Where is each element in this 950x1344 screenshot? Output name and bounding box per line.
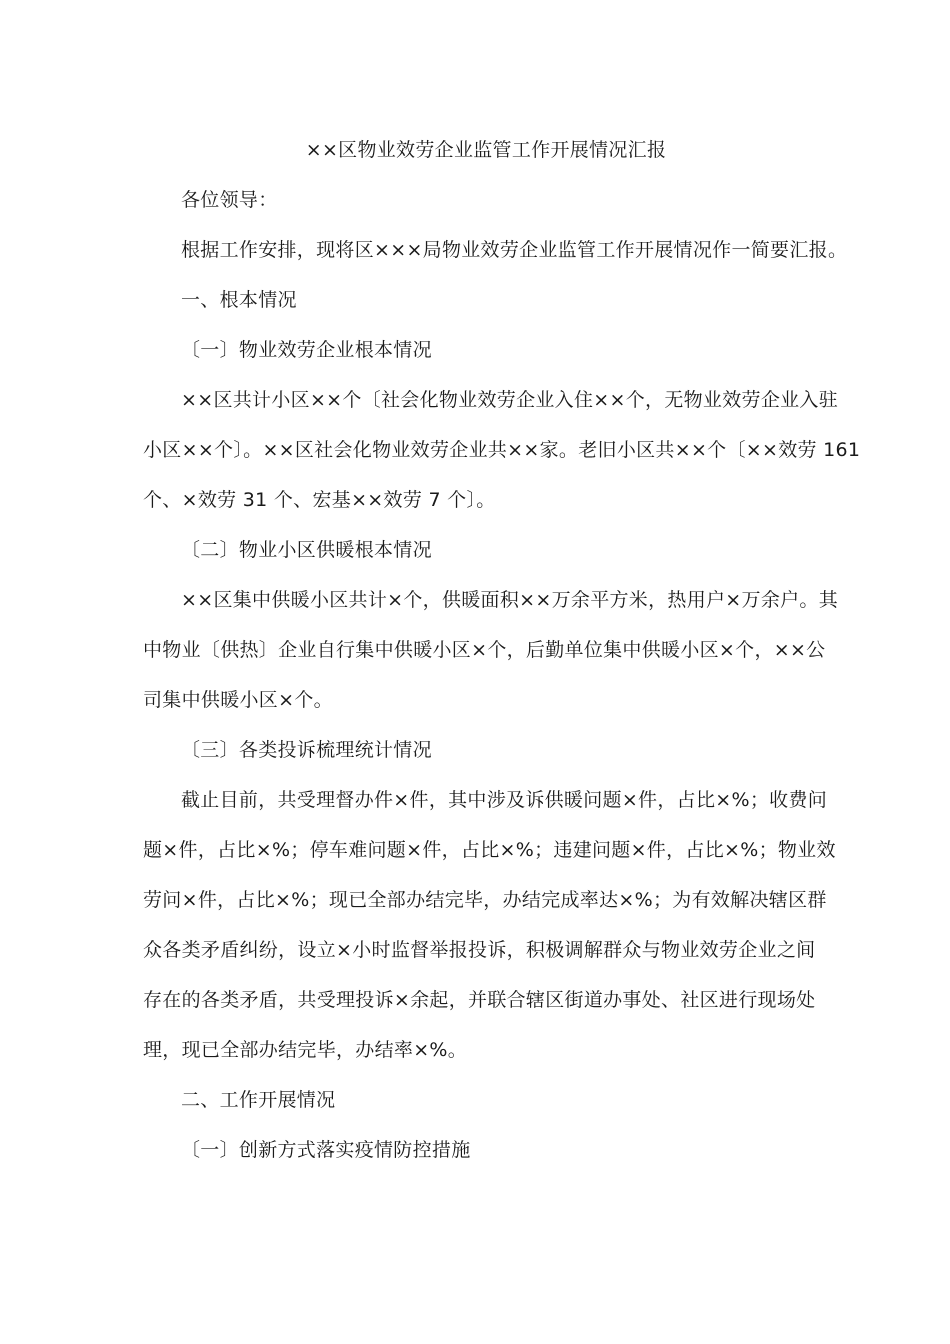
subsection-heading: 〔二〕物业小区供暖根本情况 [181,539,432,561]
subsection-heading: 〔一〕物业效劳企业根本情况 [181,339,432,361]
salutation: 各位领导： [181,189,278,211]
paragraph-line: 小区××个〕。××区社会化物业效劳企业共××家。老旧小区共××个〔××效劳 161 [143,439,861,461]
paragraph-line: 众各类矛盾纠纷，设立×小时监督举报投诉，积极调解群众与物业效劳企业之间 [143,939,816,961]
document-body [143,130,861,1180]
document-title: ××区物业效劳企业监管工作开展情况汇报 [305,139,667,161]
paragraph-line: 存在的各类矛盾，共受理投诉×余起，并联合辖区街道办事处、社区进行现场处 [143,989,816,1011]
section-heading: 一、根本情况 [181,289,297,311]
paragraph-line: 题×件，占比×%；停车难问题×件，占比×%；违建问题×件，占比×%；物业效 [143,839,836,861]
paragraph-line: 截止目前，共受理督办件×件，其中涉及诉供暖问题×件，占比×%；收费问 [181,789,828,811]
paragraph-line: ××区共计小区××个〔社会化物业效劳企业入住××个，无物业效劳企业入驻 [181,389,839,411]
paragraph-line: 理，现已全部办结完毕，办结率×%。 [143,1039,468,1061]
paragraph-line: 司集中供暖小区×个。 [143,689,333,711]
paragraph-line: ××区集中供暖小区共计×个，供暖面积××万余平方米，热用户×万余户。其 [181,589,839,611]
paragraph-line: 个、×效劳 31 个、宏基××效劳 7 个〕。 [143,489,496,511]
paragraph-line: 劳问×件，占比×%；现已全部办结完毕，办结完成率达×%；为有效解决辖区群 [143,889,827,911]
subsection-heading: 〔一〕创新方式落实疫情防控措施 [181,1139,471,1161]
section-heading: 二、工作开展情况 [181,1089,336,1111]
subsection-heading: 〔三〕各类投诉梳理统计情况 [181,739,432,761]
paragraph-line: 中物业〔供热〕企业自行集中供暖小区×个，后勤单位集中供暖小区×个，××公 [143,639,826,661]
paragraph-line: 根据工作安排，现将区×××局物业效劳企业监管工作开展情况作一简要汇报。 [181,239,848,261]
